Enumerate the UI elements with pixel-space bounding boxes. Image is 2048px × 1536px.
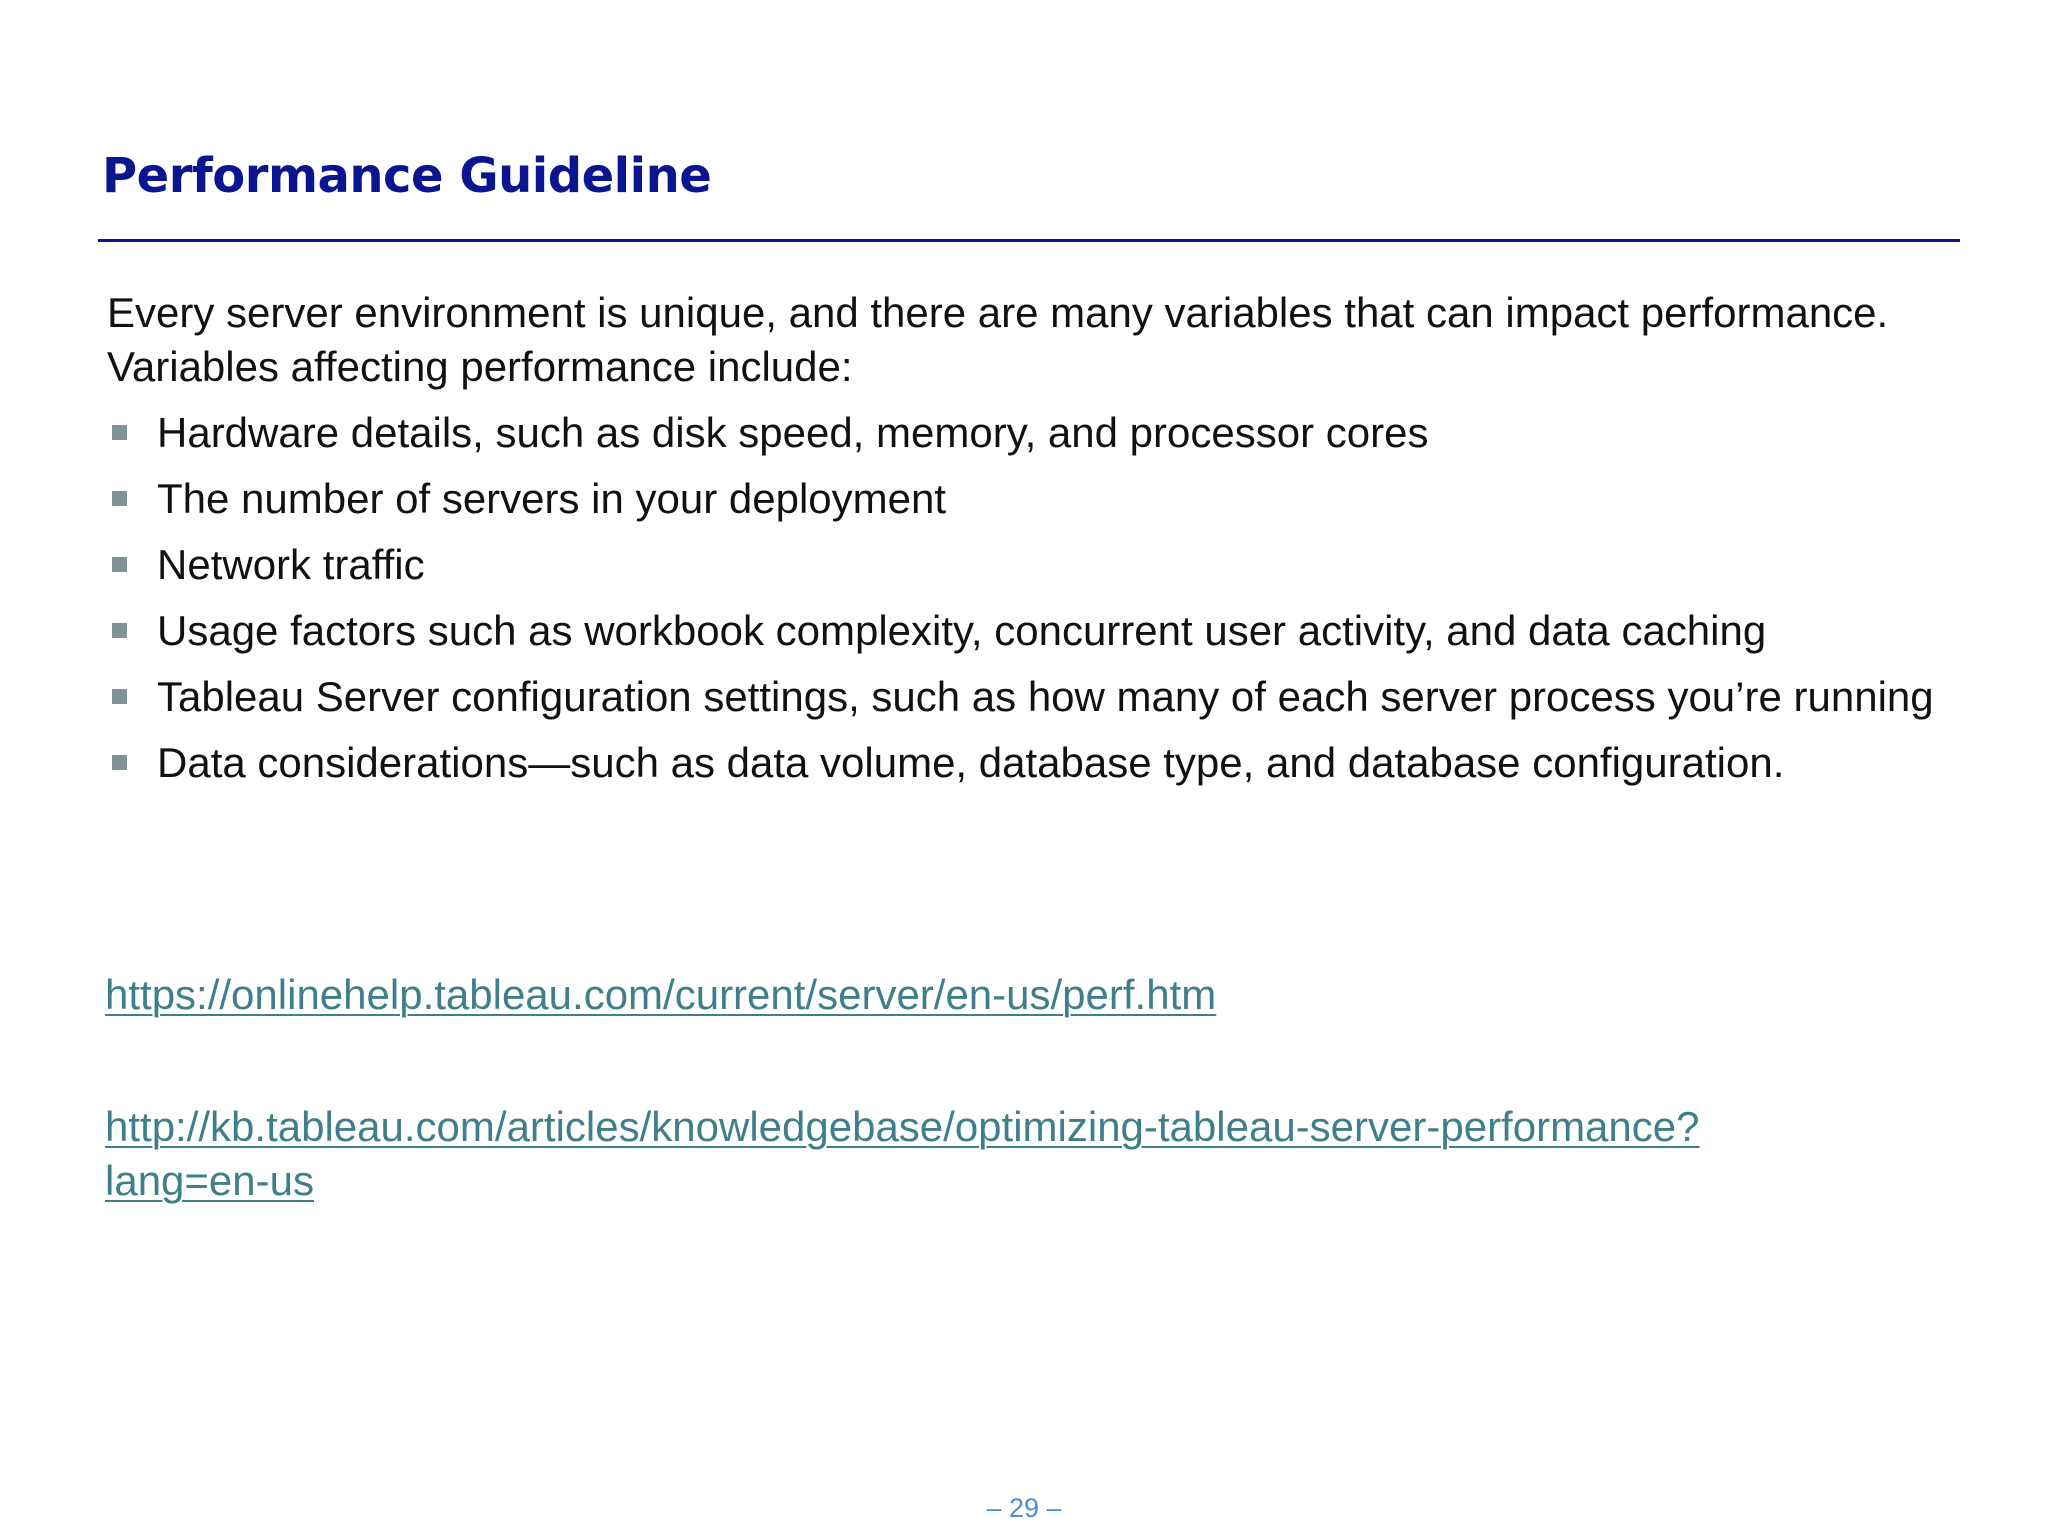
list-item-text: Data considerations—such as data volume, database type, and database configuration. — [157, 739, 1785, 786]
list-item — [107, 604, 1967, 658]
list-item-text: Usage factors such as workbook complexity, concurrent user activity, and data caching — [157, 607, 1767, 654]
kb-article-link[interactable]: http://kb.tableau.com/articles/knowledgebase/optimizing-tableau-server-performance?lang=en-us — [105, 1103, 1700, 1204]
list-item — [107, 406, 1967, 460]
list-item — [107, 472, 1967, 526]
perf-help-link[interactable]: https://onlinehelp.tableau.com/current/server/en-us/perf.htm — [105, 971, 1217, 1018]
list-item — [107, 538, 1967, 592]
slide-title: Performance Guideline — [102, 148, 712, 204]
square-bullet-icon — [112, 557, 127, 572]
square-bullet-icon — [112, 491, 127, 506]
list-item-text: Hardware details, such as disk speed, memory, and processor cores — [157, 409, 1429, 456]
square-bullet-icon — [112, 425, 127, 440]
page-number: – 29 – — [986, 1493, 1062, 1523]
slide-body — [107, 286, 1967, 802]
square-bullet-icon — [112, 689, 127, 704]
list-item-text: Tableau Server configuration settings, such as how many of each server process you’re running — [157, 673, 1934, 720]
list-item — [107, 736, 1967, 790]
reference-links — [105, 968, 1805, 1208]
list-item-text: The number of servers in your deployment — [157, 475, 947, 522]
list-item-text: Network traffic — [157, 541, 425, 588]
intro-paragraph: Every server environment is unique, and there are many variables that can impact performance. Variables affecting performance include: — [107, 289, 1889, 390]
list-item — [107, 670, 1967, 724]
square-bullet-icon — [112, 755, 127, 770]
bullet-list — [107, 406, 1967, 790]
square-bullet-icon — [112, 623, 127, 638]
title-divider — [98, 239, 1960, 242]
